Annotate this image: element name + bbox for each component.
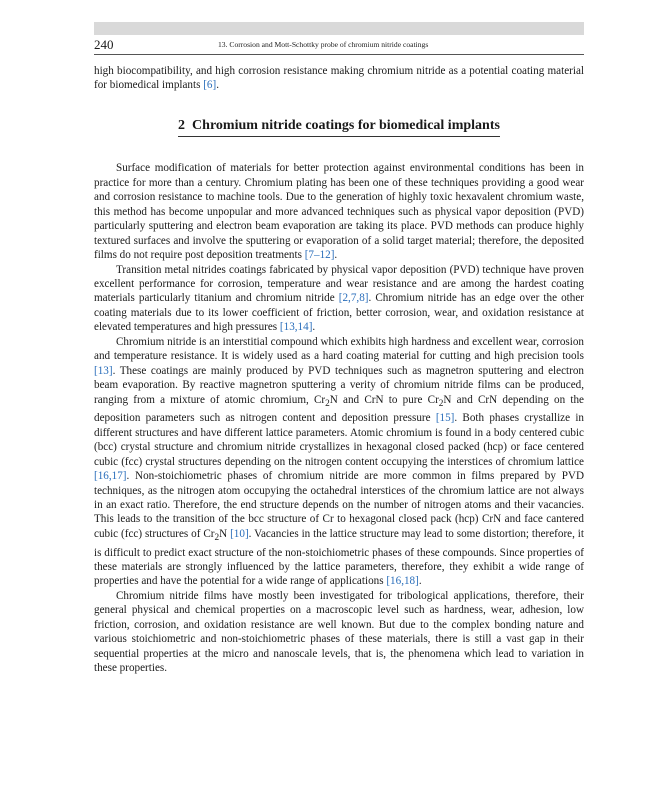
intro-text: high biocompatibility, and high corrosion resistance making chromium nitride as a potential coating material for biomedical implants: [94, 65, 584, 92]
section-heading: [94, 119, 584, 137]
citation-link[interactable]: [13]: [94, 364, 113, 377]
paragraph-4: Chromium nitride films have mostly been investigated for tribological applications, therefore, their general physical and chemical properties on a macroscopic level such as hardness, wear, adhesion, low friction, corrosion, and oxidation resistance are well known. But due to the complex bonding nature and various stoichiometric and non-stoichiometric phases of these materials, there is still a vast gap in their sequential properties at the micro and nanoscale levels, that is, the phenomena which lead to variation in these properties.: [94, 589, 584, 675]
section-title: Chromium nitride coatings for biomedical implants: [192, 117, 500, 133]
page-number: 240: [94, 37, 114, 52]
citation-link[interactable]: [7–12]: [304, 249, 335, 262]
intro-tail: .: [216, 79, 220, 92]
citation-link[interactable]: [16,18]: [386, 575, 419, 588]
citation-link[interactable]: [2,7,8]: [338, 292, 369, 305]
citation-link[interactable]: [13,14]: [279, 321, 313, 334]
running-head: 13. Corrosion and Mott-Schottky probe of chromium nitride coatings: [218, 40, 429, 49]
citation-link[interactable]: [15]: [435, 412, 455, 425]
paragraph-3: Chromium nitride is an interstitial compound which exhibits high hardness and excellent wear, corrosion and temperature resistance. It is widely used as a hard coating material for cutting and high precision tools [13]. These coatings are mainly produced by PVD techniques such as magnetron sputtering and electron beam evaporation. By reactive magnetron sputtering a verity of chromium nitride films can be produced, ranging from a mixture of atomic chromium, $Cr_2N$ and CrN to pure $Cr_2N$ and CrN depending on the deposition parameters such as nitrogen content and deposition pressure [15]. Both phases crystallize in different structures and have different lattice parameters. Atomic chromium is found in a body centered cubic (bcc) crystal structure and chromium nitride crystallizes in hexagonal closed packed (hcp) or face centered cubic (fcc) crystal structures depending on the nitrogen content occupying the interstices of chromium lattice [16,17]. Non-stoichiometric phases of chromium nitride are more common in films prepared by PVD techniques, as the nitrogen atom occupying the octahedral interstices of the chromium lattice are not always in an exact ratio. Therefore, the end structure depends on the number of nitrogen atoms and their vacancies. This leads to the transition of the bcc structure of Cr to hexagonal closed pack (hcp) CrN and face cantered cubic (fcc) structures of $Cr_2N$ [10]. Vacancies in the lattice structure may lead to some distortion; therefore, it is difficult to predict exact structure of the non-stoichiometric phases of these compounds. Since properties of these materials are strongly influenced by the lattice parameters, therefore, they exhibit a wide range of properties and have the potential for a wide range of applications [16,18].: [94, 335, 584, 588]
section-number: 2: [178, 117, 186, 133]
page-body: [94, 64, 584, 676]
header-rule: [94, 54, 584, 55]
paragraph-2: Transition metal nitrides coatings fabricated by physical vapor deposition (PVD) technique have proven excellent performance for corrosion, temperature and wear resistance and are among the hardest coating materials particularly titanium and chromium nitride [2,7,8]. Chromium nitride has an edge over the other coating materials due to its lower coefficient of friction, better corrosion, wear, and oxidation resistance at elevated temperatures and high pressures [13,14].: [94, 263, 584, 334]
paragraph-1: Surface modification of materials for better protection against environmental conditions has been in practice for more than a century. Chromium plating has been one of these techniques providing a good wear and corrosion resistance to machine tools. Due to the generation of highly toxic hexavalent chromium waste, this method has become unpopular and more advanced techniques such as physical vapor deposition (PVD) particularly sputtering and electron beam evaporation are taking its place. PVD methods can produce highly textured surfaces and involve the sputtering or evaporation of a solid target material; therefore, the deposited films do not require post deposition treatments [7–12].: [94, 162, 584, 262]
citation-link[interactable]: [6]: [203, 79, 217, 92]
citation-link[interactable]: [10]: [230, 527, 249, 540]
intro-paragraph: [94, 64, 584, 93]
header-bar: [94, 22, 584, 35]
citation-link[interactable]: [16,17]: [94, 470, 127, 483]
